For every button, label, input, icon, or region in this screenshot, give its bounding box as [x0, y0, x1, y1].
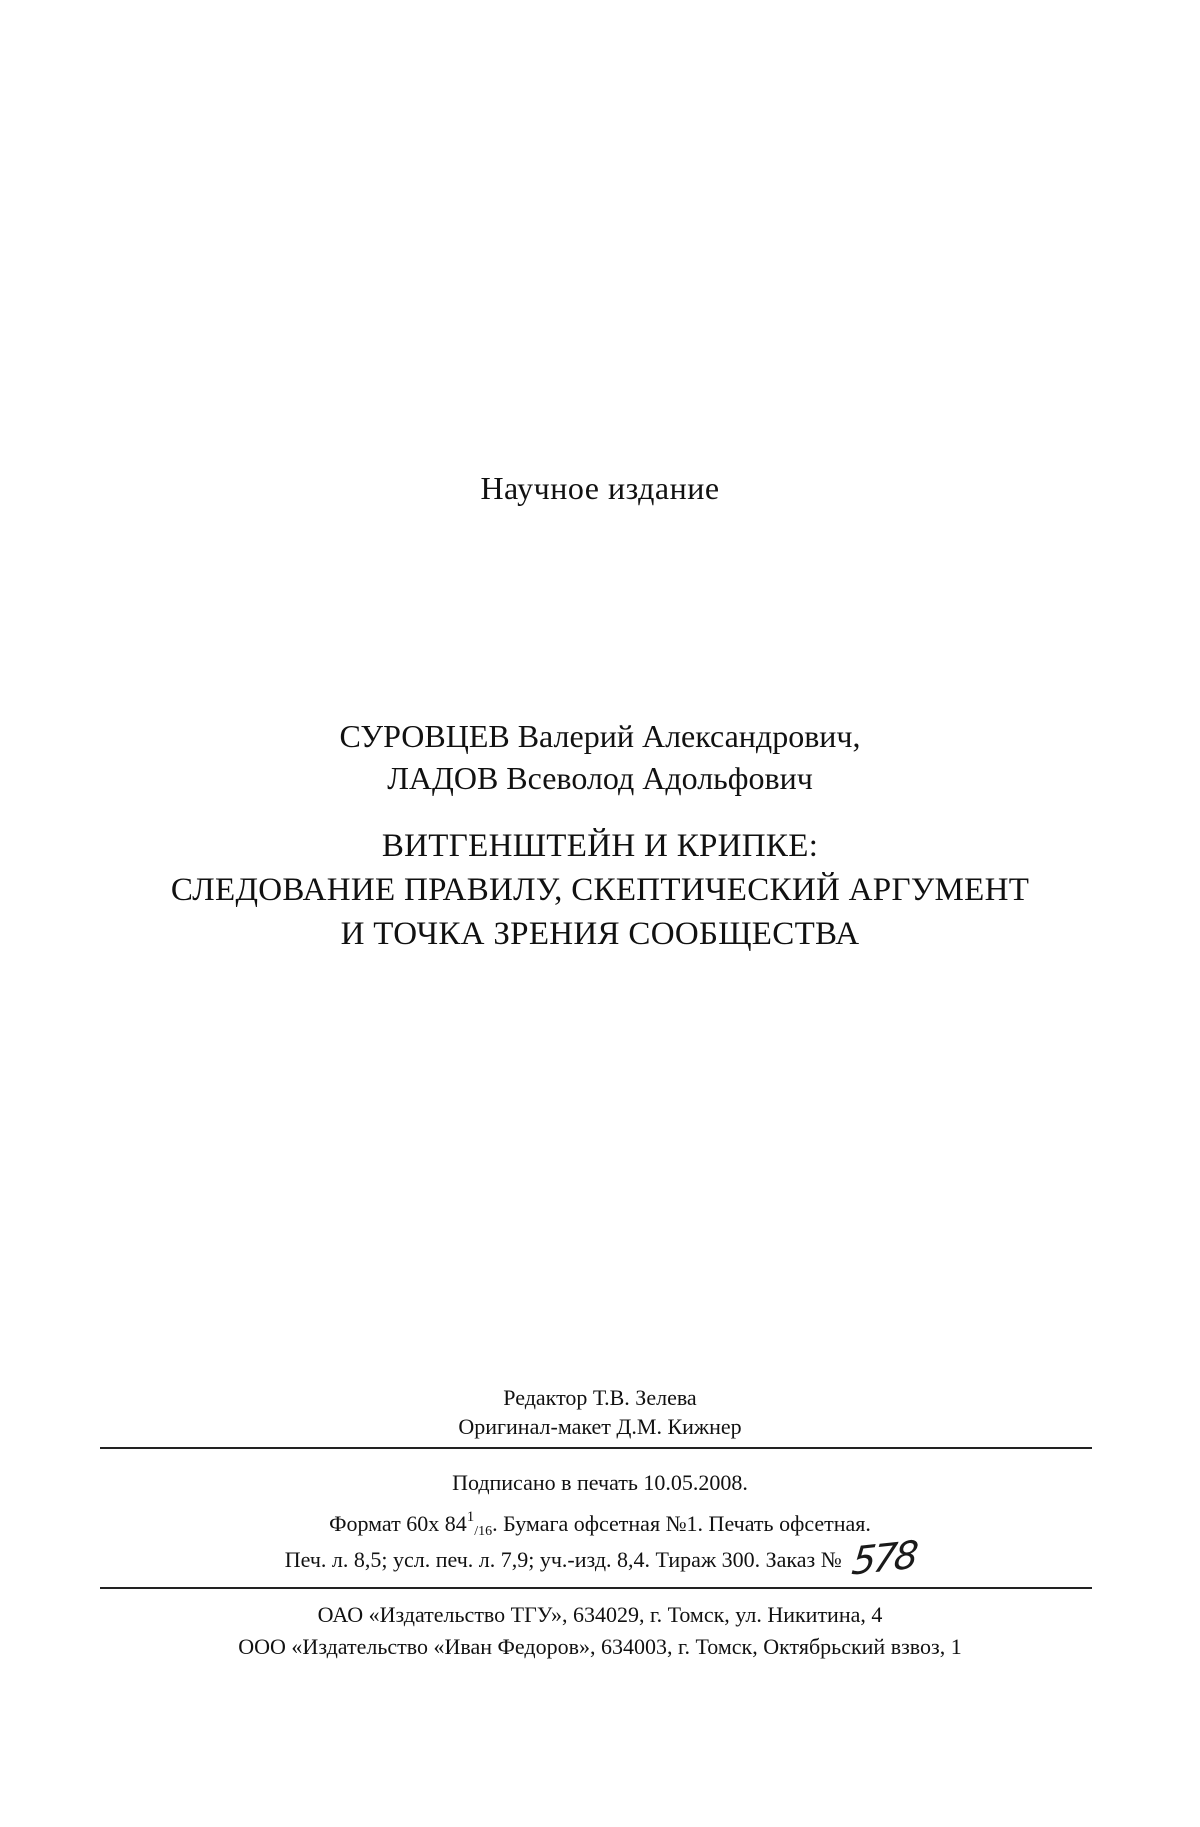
book-title-line-1: ВИТГЕНШТЕЙН И КРИПКЕ:: [381, 828, 819, 864]
editor-credit: Редактор Т.В. Зелева: [503, 1385, 697, 1410]
format-prefix: Формат 60х 84: [329, 1511, 467, 1536]
format-line: [0, 1511, 1200, 1537]
book-title-line-2: СЛЕДОВАНИЕ ПРАВИЛУ, СКЕПТИЧЕСКИЙ АРГУМЕНТ: [170, 872, 1030, 908]
sheets-text: Печ. л. 8,5; усл. печ. л. 7,9; уч.-изд. 8,4. Тираж 300. Заказ №: [284, 1547, 842, 1572]
author-1: СУРОВЦЕВ Валерий Александрович,: [339, 718, 861, 754]
book-title-line-3: И ТОЧКА ЗРЕНИЯ СООБЩЕСТВА: [340, 916, 860, 952]
format-suffix: . Бумага офсетная №1. Печать офсетная.: [492, 1511, 871, 1536]
divider-bottom: [100, 1587, 1092, 1589]
edition-type: Научное издание: [480, 470, 720, 506]
publisher-1: ОАО «Издательство ТГУ», 634029, г. Томск, ул. Никитина, 4: [317, 1602, 883, 1627]
order-number-handwritten: 578: [849, 1532, 918, 1584]
divider-top: [100, 1447, 1092, 1449]
format-fraction-numerator: 1: [466, 1509, 475, 1525]
publisher-2: ООО «Издательство «Иван Федоров», 634003, г. Томск, Октябрьский взвоз, 1: [238, 1634, 962, 1659]
author-2: ЛАДОВ Всеволод Адольфович: [387, 760, 813, 796]
signed-to-print: Подписано в печать 10.05.2008.: [452, 1470, 748, 1495]
sheets-line: [0, 1532, 1200, 1584]
format-fraction-denominator: /16: [474, 1524, 493, 1539]
layout-credit: Оригинал-макет Д.М. Кижнер: [458, 1414, 742, 1439]
